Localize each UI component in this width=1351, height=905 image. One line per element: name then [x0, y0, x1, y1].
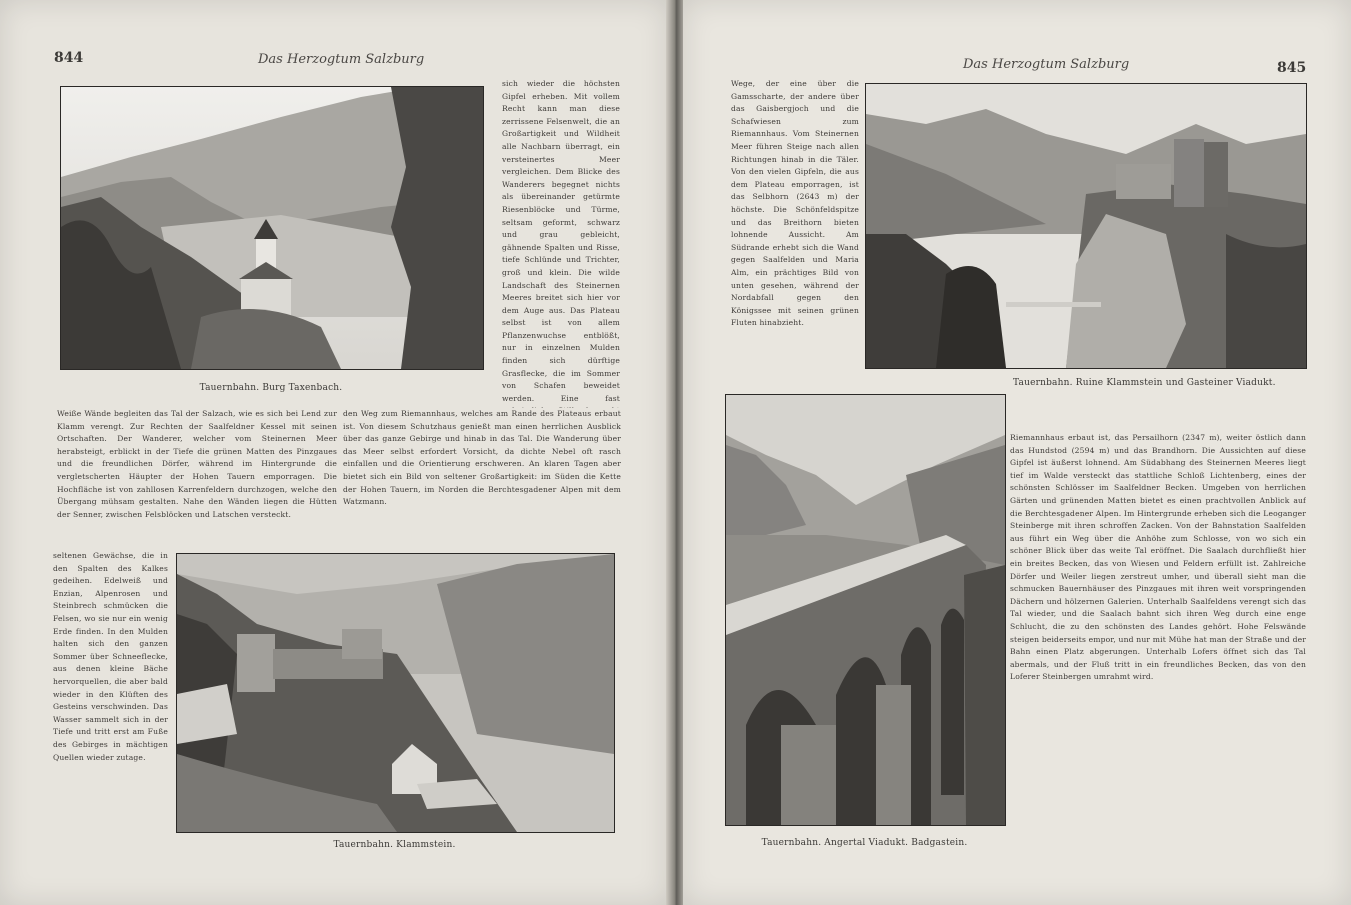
left-page [0, 0, 668, 905]
photo-klammstein [176, 553, 615, 833]
page-number: 845 [1277, 60, 1307, 76]
paragraph: Weiße Wände begleiten das Tal der Salzach, wie es sich bei Lend zur Klamm verengt. Zur Rechten der Saalfeldner Kessel mit seinen Ortschaften. Der Wanderer, welcher vom Steinernen Meer herabsteigt, erblickt in der Tiefe die grünen Matten des Pinzgaues und die freundlichen Dörfer, während im Hintergrunde die vergletscherten Häupter der Hohen Tauern emporragen. Die Hochfläche ist von zahllosen Karrenfeldern durchzogen, welche den Übergang mühsam gestalten. Nahe den Wänden liegen die Hütten der Senner, zwischen Felsblöcken und Latschen versteckt. [57, 409, 337, 519]
text-column-upper-left [731, 78, 859, 378]
photo-burg [60, 86, 484, 370]
text-column-lower-right [1010, 432, 1306, 887]
paragraph: sich wieder die höchsten Gipfel erheben. Mit vollem Recht kann man diese zerrissene Felsenwelt, die an Großartigkeit und Wildheit alle Nachbarn überragt, ein versteinertes Meer vergleichen. Dem Blicke des Wanderers begegnet nichts als übereinander getürmte Riesenblöcke und Türme, seltsam geformt, schwarz und grau gebleicht, gähnende Spalten und Risse, tiefe Schlünde und Trichter, groß und klein. Die wilde Landschaft des Steinernen Meeres breitet sich hier vor dem Auge aus. Das Plateau selbst ist von allem Pflanzenwuchse entblößt, nur in einzelnen Mulden finden sich dürftige Grasflecke, die im Sommer von Schafen beweidet werden. Eine fast [502, 79, 620, 403]
viadukt-photo-image [726, 395, 1005, 825]
running-head: Das Herzogtum Salzburg [963, 57, 1130, 72]
paragraph: seltenen Gewächse, die in den Spalten des Kalkes gedeihen. Edelweiß und Enzian, Alpenrosen und Steinbrech schmücken die Felsen, wo sie nur ein wenig Erde finden. In den Mulden halten sich den ganzen Sommer über Schneeflecke, aus denen kleine Bäche hervorquellen, die aber bald wieder in den Klüften des Gesteins verschwinden. Das Wasser sammelt sich in der Tiefe und tritt erst am Fuße des Gebirges in mächtigen Quellen wieder zutage. [53, 551, 168, 762]
right-page [683, 0, 1351, 905]
photo-viadukt-caption: Tauernbahn. Angertal Viadukt. Badgastein. [761, 838, 968, 848]
klammstein-photo-image [177, 554, 614, 832]
photo-burg-caption: Tauernbahn. Burg Taxenbach. [199, 383, 343, 393]
ruine-photo-image [866, 84, 1306, 368]
text-column-lower-left [53, 550, 168, 880]
page-number: 844 [54, 50, 84, 66]
text-column-middle-left [57, 408, 337, 548]
photo-ruine-caption: Tauernbahn. Ruine Klammstein und Gasteiner Viadukt. [1013, 378, 1276, 388]
photo-ruine [865, 83, 1307, 369]
paragraph: den Weg zum Riemannhaus, welches am Rande des Plateaus erbaut ist. Von diesem Schutzhaus genießt man einen herrlichen Ausblick über das ganze Gebirge und hinab in das Tal. Die Wanderung über das Meer selbst erfordert Vorsicht, da dichte Nebel oft rasch einfallen und die Orientierung erschweren. An klaren Tagen aber bietet sich ein Bild von seltener Großartigkeit: im Süden die Kette der Hohen Tauern, im Norden die Berchtesgadener Alpen mit dem Watzmann. [343, 409, 621, 507]
text-column-upper-right [502, 78, 620, 408]
burg-photo-image [61, 87, 483, 369]
photo-viadukt [725, 394, 1006, 826]
photo-klammstein-caption: Tauernbahn. Klammstein. [333, 840, 456, 850]
paragraph: Riemannhaus erbaut ist, das Persailhorn (2347 m), weiter östlich dann das Hundstod (2594 m) und das Brandhorn. Die Aussichten auf diese Gipfel ist äußerst lohnend. Am Südabhang des Steinernen Meeres liegt tief im Walde versteckt das stattliche Schloß Lichtenberg, eines der schönsten Schlösser im Saalfeldner Becken. Umgeben von herrlichen Gärten und grünenden Matten bietet es einen prachtvollen Anblick auf die Berchtesgadener Alpen. Im Hintergrunde erheben sich die Leoganger Steinberge mit ihren schroffen Zacken. Von der Bahnstation Saalfelden aus führt ein Weg über die Anhöhe zum Schlosse, von wo sich ein schöner Blick über das weite Tal eröffnet. Die Saalach durchfließt hier ein breites Becken, das von Wiesen und Feldern erfüllt ist. Zahlreiche Dörfer und Weiler liegen zerstreut umher, und überall sieht man die schmucken Bauernhäuser des Pinzgaues mit ihren weit vorspringenden Dächern und hölzernen Galerien. Unterhalb Saalfeldens verengt sich das Tal wieder, und die Saalach bahnt sich ihren Weg durch eine enge Schlucht, die zu den schönsten des Landes gehört. Hohe Felswände steigen beiderseits empor, und nur mit Mühe hat man der Straße und der Bahn einen Platz abgerungen. Unterhalb Lofers öffnet sich das Tal abermals, und der Fluß tritt in ein freundliches Becken, das von den Loferer Steinbergen umrahmt wird. [1010, 433, 1306, 682]
paragraph: Wege, der eine über die Gamsscharte, der andere über das Gaisbergjoch und die Schafwiesen zum Riemannhaus. Vom Steinernen Meer führen Steige nach allen Richtungen hinab in die Täler. Von den vielen Gipfeln, die aus dem Plateau emporragen, ist das Selbhorn (2643 m) der höchste. Die Schönfeldspitze und das Breithorn bieten lohnende Aussicht. Am Südrande erhebt sich die Wand gegen Saalfelden und Maria Alm, ein prächtiges Bild von unten gesehen, während der Nordabfall gegen den Königssee mit seinen grünen Fluten hinabzieht. [731, 79, 859, 328]
running-head: Das Herzogtum Salzburg [258, 52, 425, 67]
text-column-middle-right [343, 408, 621, 548]
